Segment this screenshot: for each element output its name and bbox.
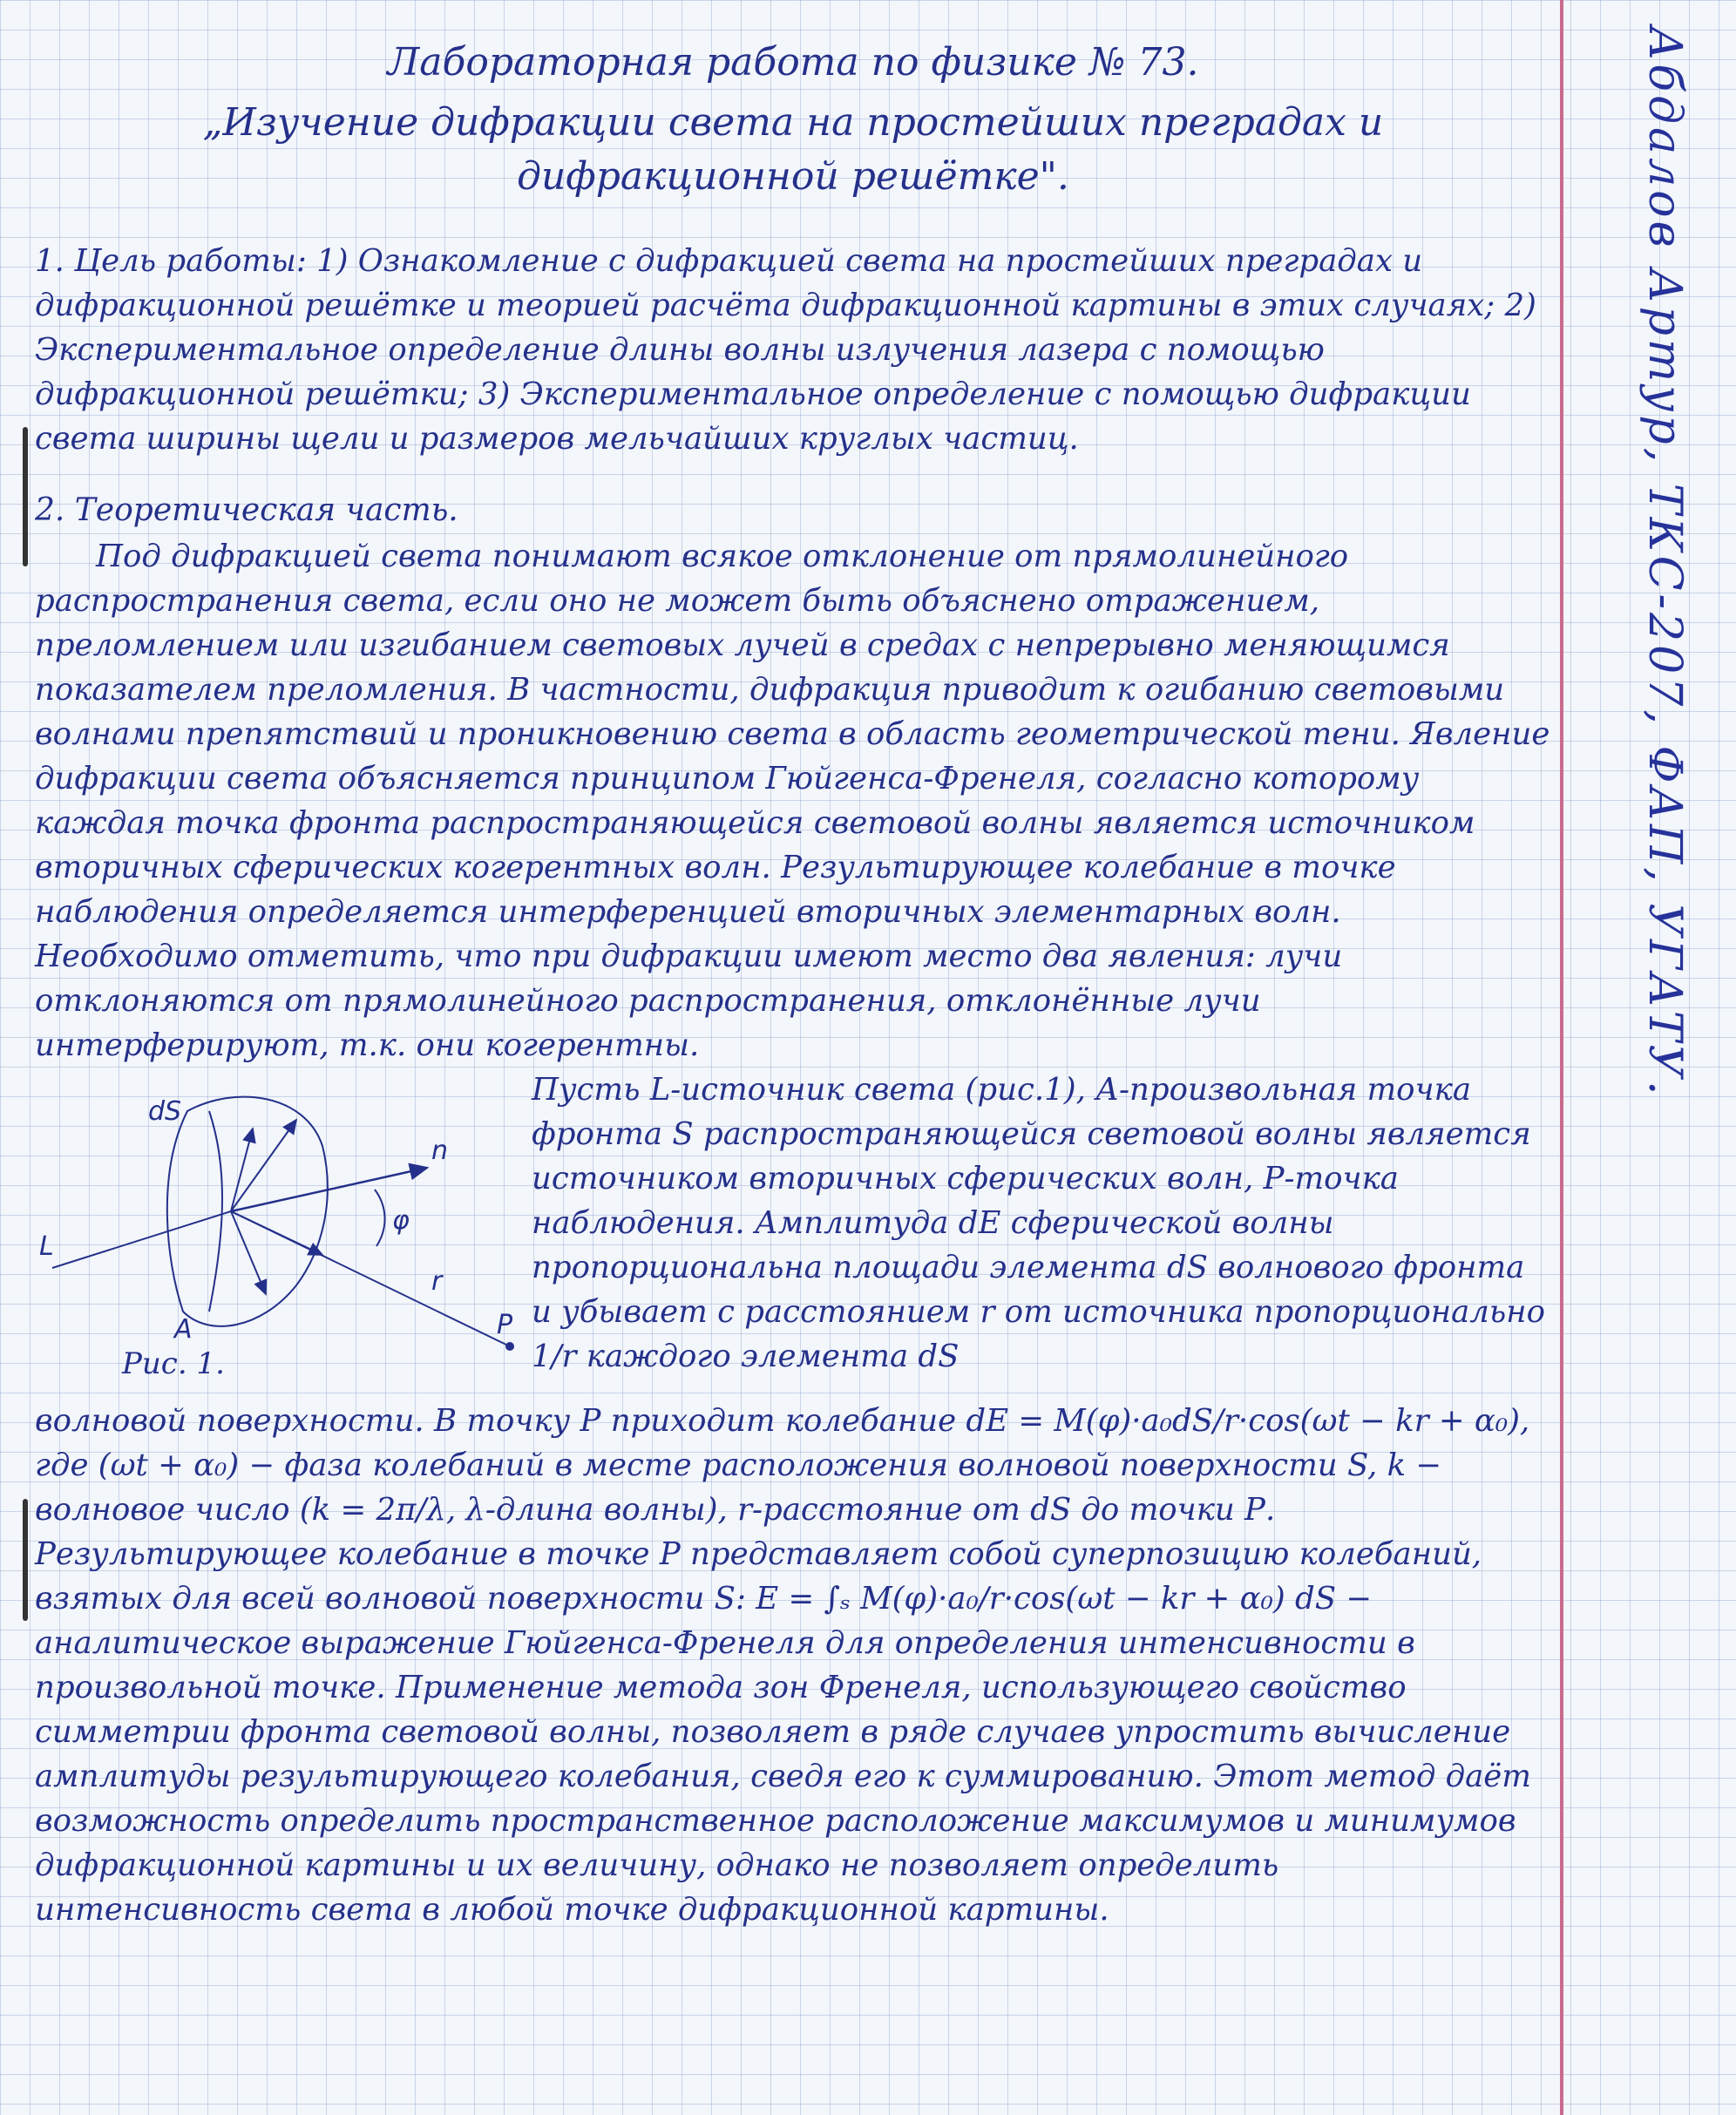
wavefront-outline <box>167 1097 328 1326</box>
author-side-note: Абдалов Артур, ТКС-207, ФАП, УГАТУ. <box>1638 26 1691 1099</box>
ray-to-point-p <box>231 1211 510 1346</box>
label-a: A <box>174 1314 193 1345</box>
figure-row <box>35 1068 1551 1399</box>
goal-section: 1. Цель работы: 1) Ознакомление с дифракцией света на простейших преградах и дифракционной решётке и теорией расчёта дифракционной картины в этих случаях; 2) Экспериментальное определение длины волны излучения лазера с помощью дифракционной решётки; 3) Экспериментальное определение с помощью дифракции света ширины щели и размеров мельчайших круглых частиц. <box>35 243 1536 457</box>
label-r: r <box>431 1266 443 1297</box>
margin-bracket-1 <box>23 427 28 566</box>
secondary-ray-4 <box>231 1211 266 1294</box>
label-p: P <box>497 1310 513 1340</box>
figure-side-text: Пусть L-источник света (рис.1), А-произвольная точка фронта S распространяющейся световой волны является источником вторичных сферических волн, Р-точка наблюдения. Амплитуда dE сферической волны пропорциональна площади элемента dS волнового фронта и убывает с расстоянием r от источника пропорционально 1/r каждого элемента dS <box>532 1072 1545 1374</box>
label-ds: dS <box>148 1096 182 1127</box>
wavefront-surface <box>209 1111 222 1312</box>
page-title: Лабораторная работа по физике № 73. <box>387 40 1199 85</box>
observation-point <box>505 1342 514 1351</box>
subtitle-line-1: „Изучение дифракции света на простейших преградах и <box>202 100 1384 145</box>
page-margin-line <box>1560 0 1563 2115</box>
secondary-ray-2 <box>231 1129 253 1211</box>
source-ray <box>52 1211 231 1268</box>
margin-bracket-2 <box>23 1499 28 1621</box>
label-n: n <box>431 1135 449 1166</box>
theory-paragraph-1: Под дифракцией света понимают всякое отклонение от прямолинейного распространения света, если оно не может быть объяснено отражением, преломлением или изгибанием световых лучей в средах с непрерывно меняющимся показателем преломления. В частности, дифракция приводит к огибанию световыми волнами препятствий и проникновению света в область геометрической тени. Явление дифракции света объясняется принципом Гюйгенса-Френеля, согласно которому каждая точка фронта распространяющейся световой волны является источником вторичных сферических когерентных волн. Результирующее колебание в точке наблюдения определяется интерференцией вторичных элементарных волн. Необходимо отметить, что при дифракции имеют место два явления: лучи отклоняются от прямолинейного распространения, отклонённые лучи интерферируют, т.к. они когерентны. <box>35 539 1550 1063</box>
angle-arc <box>375 1190 385 1246</box>
label-phi: φ <box>392 1205 410 1236</box>
figure-caption: Рис. 1. <box>122 1346 225 1381</box>
secondary-ray-1 <box>231 1120 296 1211</box>
label-l: L <box>39 1231 54 1262</box>
huygens-diagram-svg <box>35 1068 532 1355</box>
figure-huygens-diagram <box>35 1068 532 1399</box>
subtitle-line-2: дифракционной решётке". <box>517 154 1069 199</box>
handwritten-page <box>35 35 1551 2100</box>
page-subtitle <box>35 96 1551 204</box>
theory-paragraph-2: волновой поверхности. В точку Р приходит колебание dE = M(φ)·a₀dS/r·cos(ωt − kr + α₀), где (ωt + α₀) − фаза колебаний в месте расположения волновой поверхности S, k − волновое число (k = 2π/λ, λ-длина волны), r-расстояние от dS до точки Р. Результирующее колебание в точке Р представляет собой суперпозицию колебаний, взятых для всей волновой поверхности S: E = ∫ₛ M(φ)·a₀/r·cos(ωt − kr + α₀) dS − аналитическое выражение Гюйгенса-Френеля для определения интенсивности в произвольной точке. Применение метода зон Френеля, использующего свойство симметрии фронта световой волны, позволяет в ряде случаев упростить вычисление амплитуды результирующего колебания, сведя его к суммированию. Этот метод даёт возможность определить пространственное расположение максимумов и минимумов дифракционной картины и их величину, однако не позволяет определить интенсивность света в любой точке дифракционной картины. <box>35 1403 1531 1928</box>
theory-heading: 2. Теоретическая часть. <box>35 492 458 528</box>
